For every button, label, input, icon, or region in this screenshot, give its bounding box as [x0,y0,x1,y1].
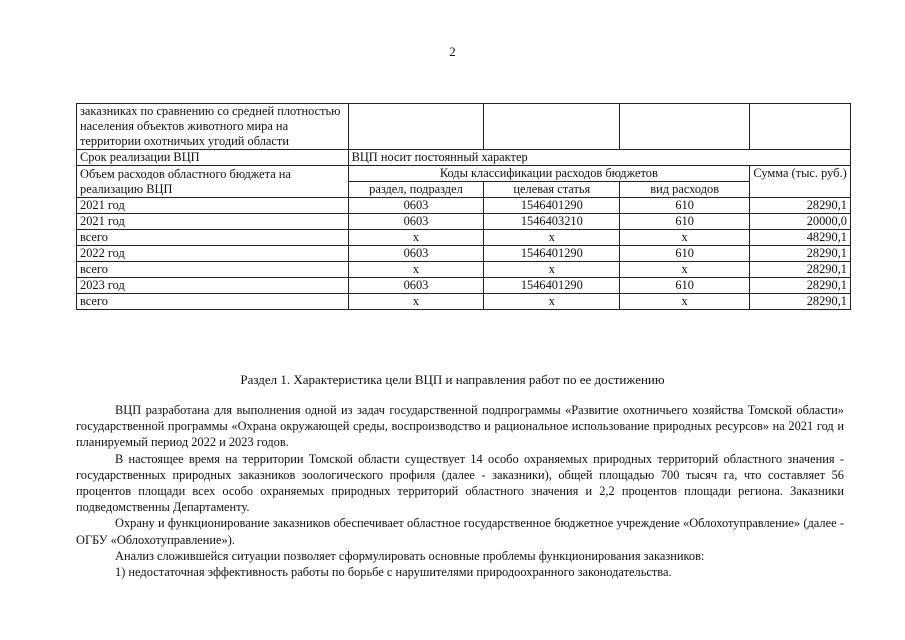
sum-cell: 48290,1 [750,230,851,246]
year-cell: всего [77,262,349,278]
year-cell: 2022 год [77,246,349,262]
table-row [77,214,851,230]
section-cell: x [348,262,484,278]
table-row [77,104,851,150]
year-cell: 2021 год [77,214,349,230]
section-cell: 0603 [348,198,484,214]
table-header-row [77,166,851,182]
year-cell: 2023 год [77,278,349,294]
year-cell: 2021 год [77,198,349,214]
section-cell: 0603 [348,278,484,294]
table-row [77,278,851,294]
section-cell: 0603 [348,246,484,262]
paragraph: 1) недостаточная эффективность работы по борьбе с нарушителями природоохранного законодательства. [115,565,672,580]
sum-cell: 20000,0 [750,214,851,230]
type-cell: 610 [620,246,750,262]
type-cell: 610 [620,214,750,230]
target-cell: 1546403210 [484,214,620,230]
target-cell: 1546401290 [484,246,620,262]
paragraph: ВЦП разработана для выполнения одной из задач государственной подпрограммы «Развитие охотничьего хозяйства Томской области» государственной программы «Охрана окружающей среды, воспроизводство и рациональное использование природных ресурсов» на 2021 год и планируемый период 2022 и 2023 годов. [76,403,844,450]
section-cell: x [348,230,484,246]
term-value-cell: ВЦП носит постоянный характер [348,150,850,166]
sum-cell: 28290,1 [750,198,851,214]
table-row [77,230,851,246]
type-cell: x [620,262,750,278]
sum-cell: 28290,1 [750,294,851,310]
body-text [76,402,844,580]
table-row [77,246,851,262]
page-number: 2 [449,44,456,59]
volume-label-cell: Объем расходов областного бюджета на реализацию ВЦП [77,166,349,198]
paragraph: Охрану и функционирование заказников обеспечивает областное государственное бюджетное учреждение «Облохотуправление» (далее - ОГБУ «Облохотуправление»). [76,516,844,547]
table-row [77,150,851,166]
sum-cell: 28290,1 [750,262,851,278]
paragraph: Анализ сложившейся ситуации позволяет сформулировать основные проблемы функционирования заказников: [115,548,705,563]
target-cell: 1546401290 [484,278,620,294]
section-cell: x [348,294,484,310]
paragraph: В настоящее время на территории Томской области существует 14 особо охраняемых природных территорий областного значения - государственных природных заказников зоологического профиля (далее - заказники), общей площадью 700 тысяч га, что составляет 56 процентов площади всех особо охраняемых природных территорий областного значения и 2,2 процентов площади региона. Заказники подведомственны Департаменту. [76,451,844,515]
table-row [77,198,851,214]
target-header-cell: целевая статья [484,182,620,198]
section-cell: 0603 [348,214,484,230]
table-row [77,262,851,278]
target-cell: x [484,294,620,310]
sum-cell: 28290,1 [750,278,851,294]
target-cell: 1546401290 [484,198,620,214]
codes-header-cell: Коды классификации расходов бюджетов [348,166,750,182]
type-cell: x [620,294,750,310]
section-heading: Раздел 1. Характеристика цели ВЦП и направления работ по ее достижению [240,372,665,387]
indicator-text-cell: заказниках по сравнению со средней плотностью населения объектов животного мира на территории охотничьих угодий области [77,104,349,150]
sum-header-cell: Сумма (тыс. руб.) [750,166,851,198]
year-cell: всего [77,294,349,310]
target-cell: x [484,262,620,278]
sum-cell: 28290,1 [750,246,851,262]
term-label-cell: Срок реализации ВЦП [77,150,349,166]
budget-table [76,103,851,310]
section-header-cell: раздел, подраздел [348,182,484,198]
type-cell: 610 [620,198,750,214]
table-row [77,294,851,310]
type-cell: 610 [620,278,750,294]
target-cell: x [484,230,620,246]
year-cell: всего [77,230,349,246]
type-cell: x [620,230,750,246]
type-header-cell: вид расходов [620,182,750,198]
